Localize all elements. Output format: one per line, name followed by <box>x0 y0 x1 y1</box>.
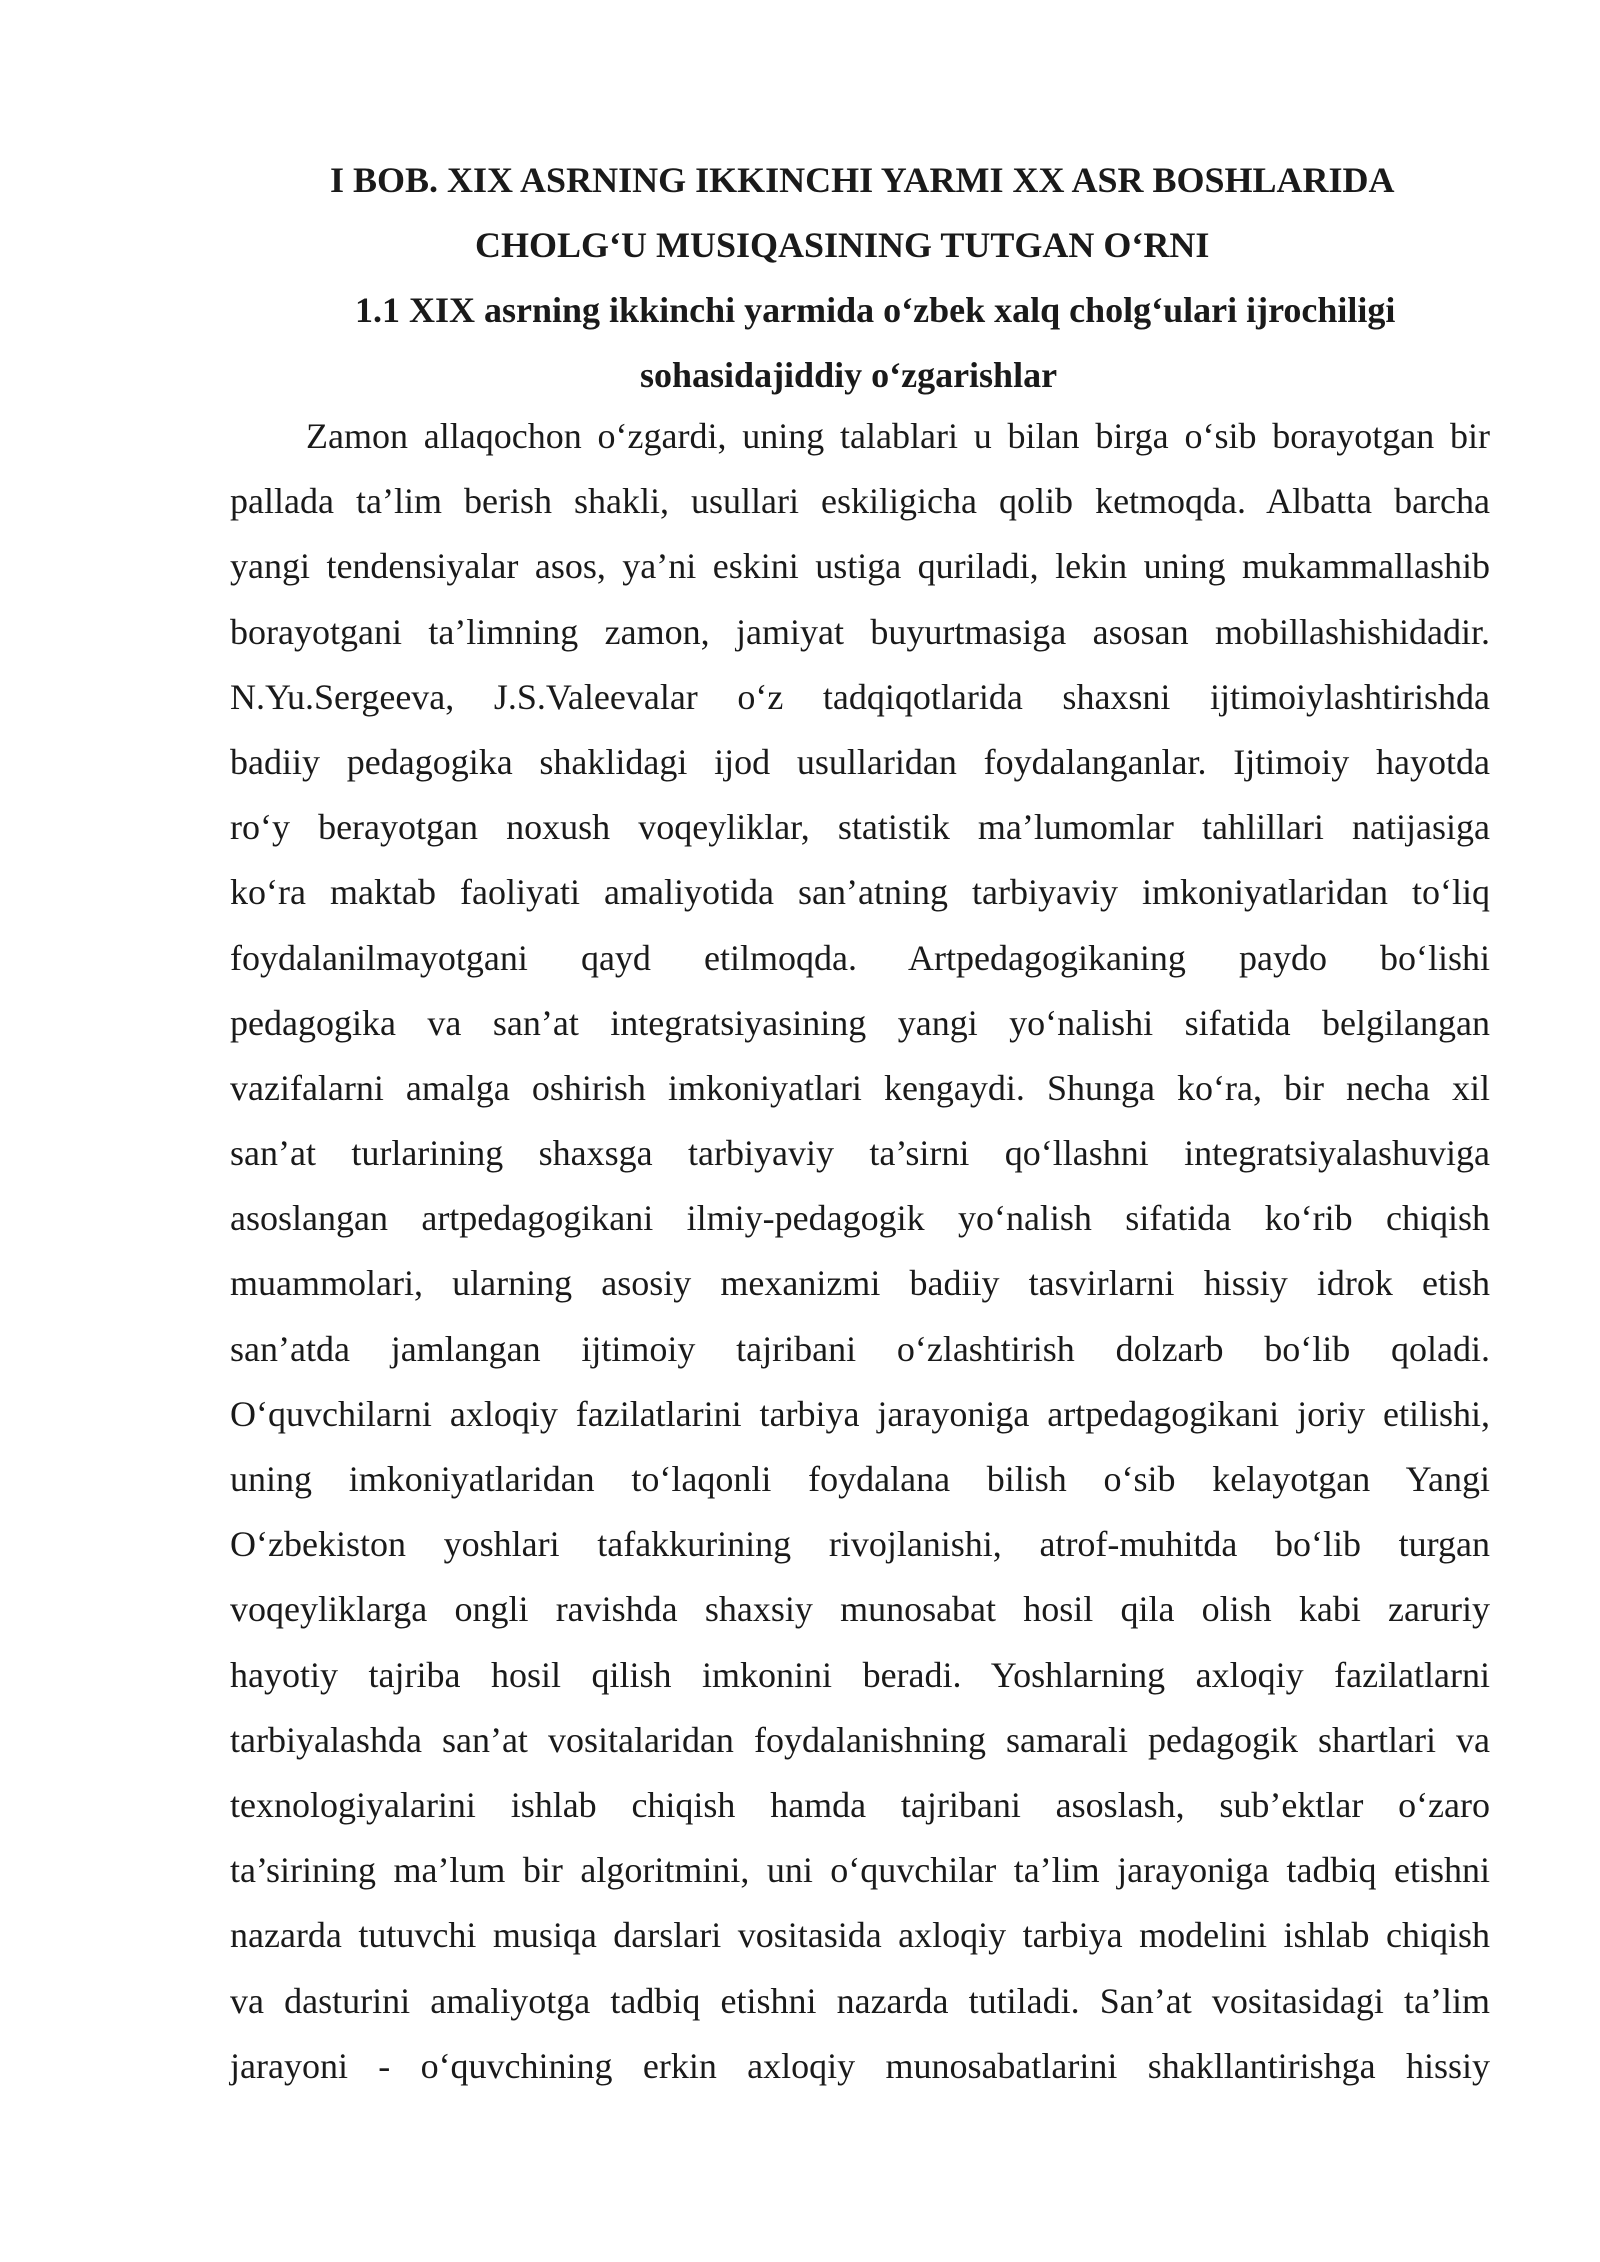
paragraph-line: san’atda jamlangan ijtimoiy tajribani o‘zlashtirish dolzarb bo‘lib qoladi. <box>230 1328 1490 1369</box>
chapter-title-line-1: I BOB. XIX ASRNING IKKINCHI YARMI XX ASR BOSHLARIDA <box>330 160 1395 200</box>
paragraph-line: foydalanilmayotgani qayd etilmoqda. Artpedagogikaning paydo bo‘lishi <box>230 937 1490 978</box>
paragraph-line: vazifalarni amalga oshirish imkoniyatlari kengaydi. Shunga ko‘ra, bir necha xil <box>230 1067 1490 1108</box>
paragraph-line: yangi tendensiyalar asos, ya’ni eskini ustiga quriladi, lekin uning mukammallashib <box>230 546 1490 587</box>
paragraph-line: pallada ta’lim berish shakli, usullari eskiligicha qolib ketmoqda. Albatta barcha <box>230 481 1490 522</box>
section-title-line-1: 1.1 XIX asrning ikkinchi yarmida o‘zbek xalq cholg‘ulari ijrochiligi <box>355 290 1396 330</box>
paragraph-line: pedagogika va san’at integratsiyasining yangi yo‘nalishi sifatida belgilangan <box>230 1002 1490 1043</box>
paragraph-line: nazarda tutuvchi musiqa darslari vositasida axloqiy tarbiya modelini ishlab chiqish <box>230 1915 1490 1956</box>
paragraph-line: muammolari, ularning asosiy mexanizmi badiiy tasvirlarni hissiy idrok etish <box>230 1263 1490 1304</box>
paragraph-line: ro‘y berayotgan noxush voqeyliklar, statistik ma’lumomlar tahlillari natijasiga <box>230 807 1490 848</box>
paragraph-line: va dasturini amaliyotga tadbiq etishni nazarda tutiladi. San’at vositasidagi ta’lim <box>230 1980 1490 2021</box>
paragraph-line: badiiy pedagogika shaklidagi ijod usullaridan foydalanganlar. Ijtimoiy hayotda <box>230 741 1490 782</box>
paragraph-line: ko‘ra maktab faoliyati amaliyotida san’atning tarbiyaviy imkoniyatlaridan to‘liq <box>230 872 1490 913</box>
paragraph-line: Zamon allaqochon o‘zgardi, uning talablari u bilan birga o‘sib borayotgan bir <box>306 416 1490 456</box>
chapter-title-line-2: CHOLG‘U MUSIQASINING TUTGAN O‘RNI <box>475 225 1210 265</box>
paragraph-line: asoslangan artpedagogikani ilmiy-pedagogik yo‘nalish sifatida ko‘rib chiqish <box>230 1198 1490 1239</box>
paragraph-line: voqeyliklarga ongli ravishda shaxsiy munosabat hosil qila olish kabi zaruriy <box>230 1589 1490 1630</box>
paragraph-line: O‘zbekiston yoshlari tafakkurining rivojlanishi, atrof-muhitda bo‘lib turgan <box>230 1524 1490 1565</box>
paragraph-line: hayotiy tajriba hosil qilish imkonini beradi. Yoshlarning axloqiy fazilatlarni <box>230 1654 1490 1695</box>
paragraph-line: uning imkoniyatlaridan to‘laqonli foydalana bilish o‘sib kelayotgan Yangi <box>230 1459 1490 1499</box>
paragraph-line: jarayoni - o‘quvchining erkin axloqiy munosabatlarini shakllantirishga hissiy <box>230 2045 1490 2086</box>
paragraph-line: tarbiyalashda san’at vositalaridan foydalanishning samarali pedagogik shartlari va <box>230 1719 1490 1760</box>
section-title-line-2: sohasidajiddiy o‘zgarishlar <box>640 355 1058 395</box>
paragraph-line: O‘quvchilarni axloqiy fazilatlarini tarbiya jarayoniga artpedagogikani joriy etilishi, <box>230 1393 1490 1434</box>
paragraph-line: san’at turlarining shaxsga tarbiyaviy ta’sirni qo‘llashni integratsiyalashuviga <box>230 1133 1490 1174</box>
paragraph-line: ta’sirining ma’lum bir algoritmini, uni o‘quvchilar ta’lim jarayoniga tadbiq etishni <box>230 1850 1490 1891</box>
body-paragraph <box>230 404 1490 2099</box>
paragraph-line: N.Yu.Sergeeva, J.S.Valeevalar o‘z tadqiqotlarida shaxsni ijtimoiylashtirishda <box>230 676 1490 717</box>
paragraph-line: texnologiyalarini ishlab chiqish hamda tajribani asoslash, sub’ektlar o‘zaro <box>230 1784 1490 1825</box>
paragraph-line: borayotgani ta’limning zamon, jamiyat buyurtmasiga asosan mobillashishidadir. <box>230 611 1490 652</box>
section-title <box>355 278 1485 408</box>
chapter-title <box>330 148 1490 278</box>
